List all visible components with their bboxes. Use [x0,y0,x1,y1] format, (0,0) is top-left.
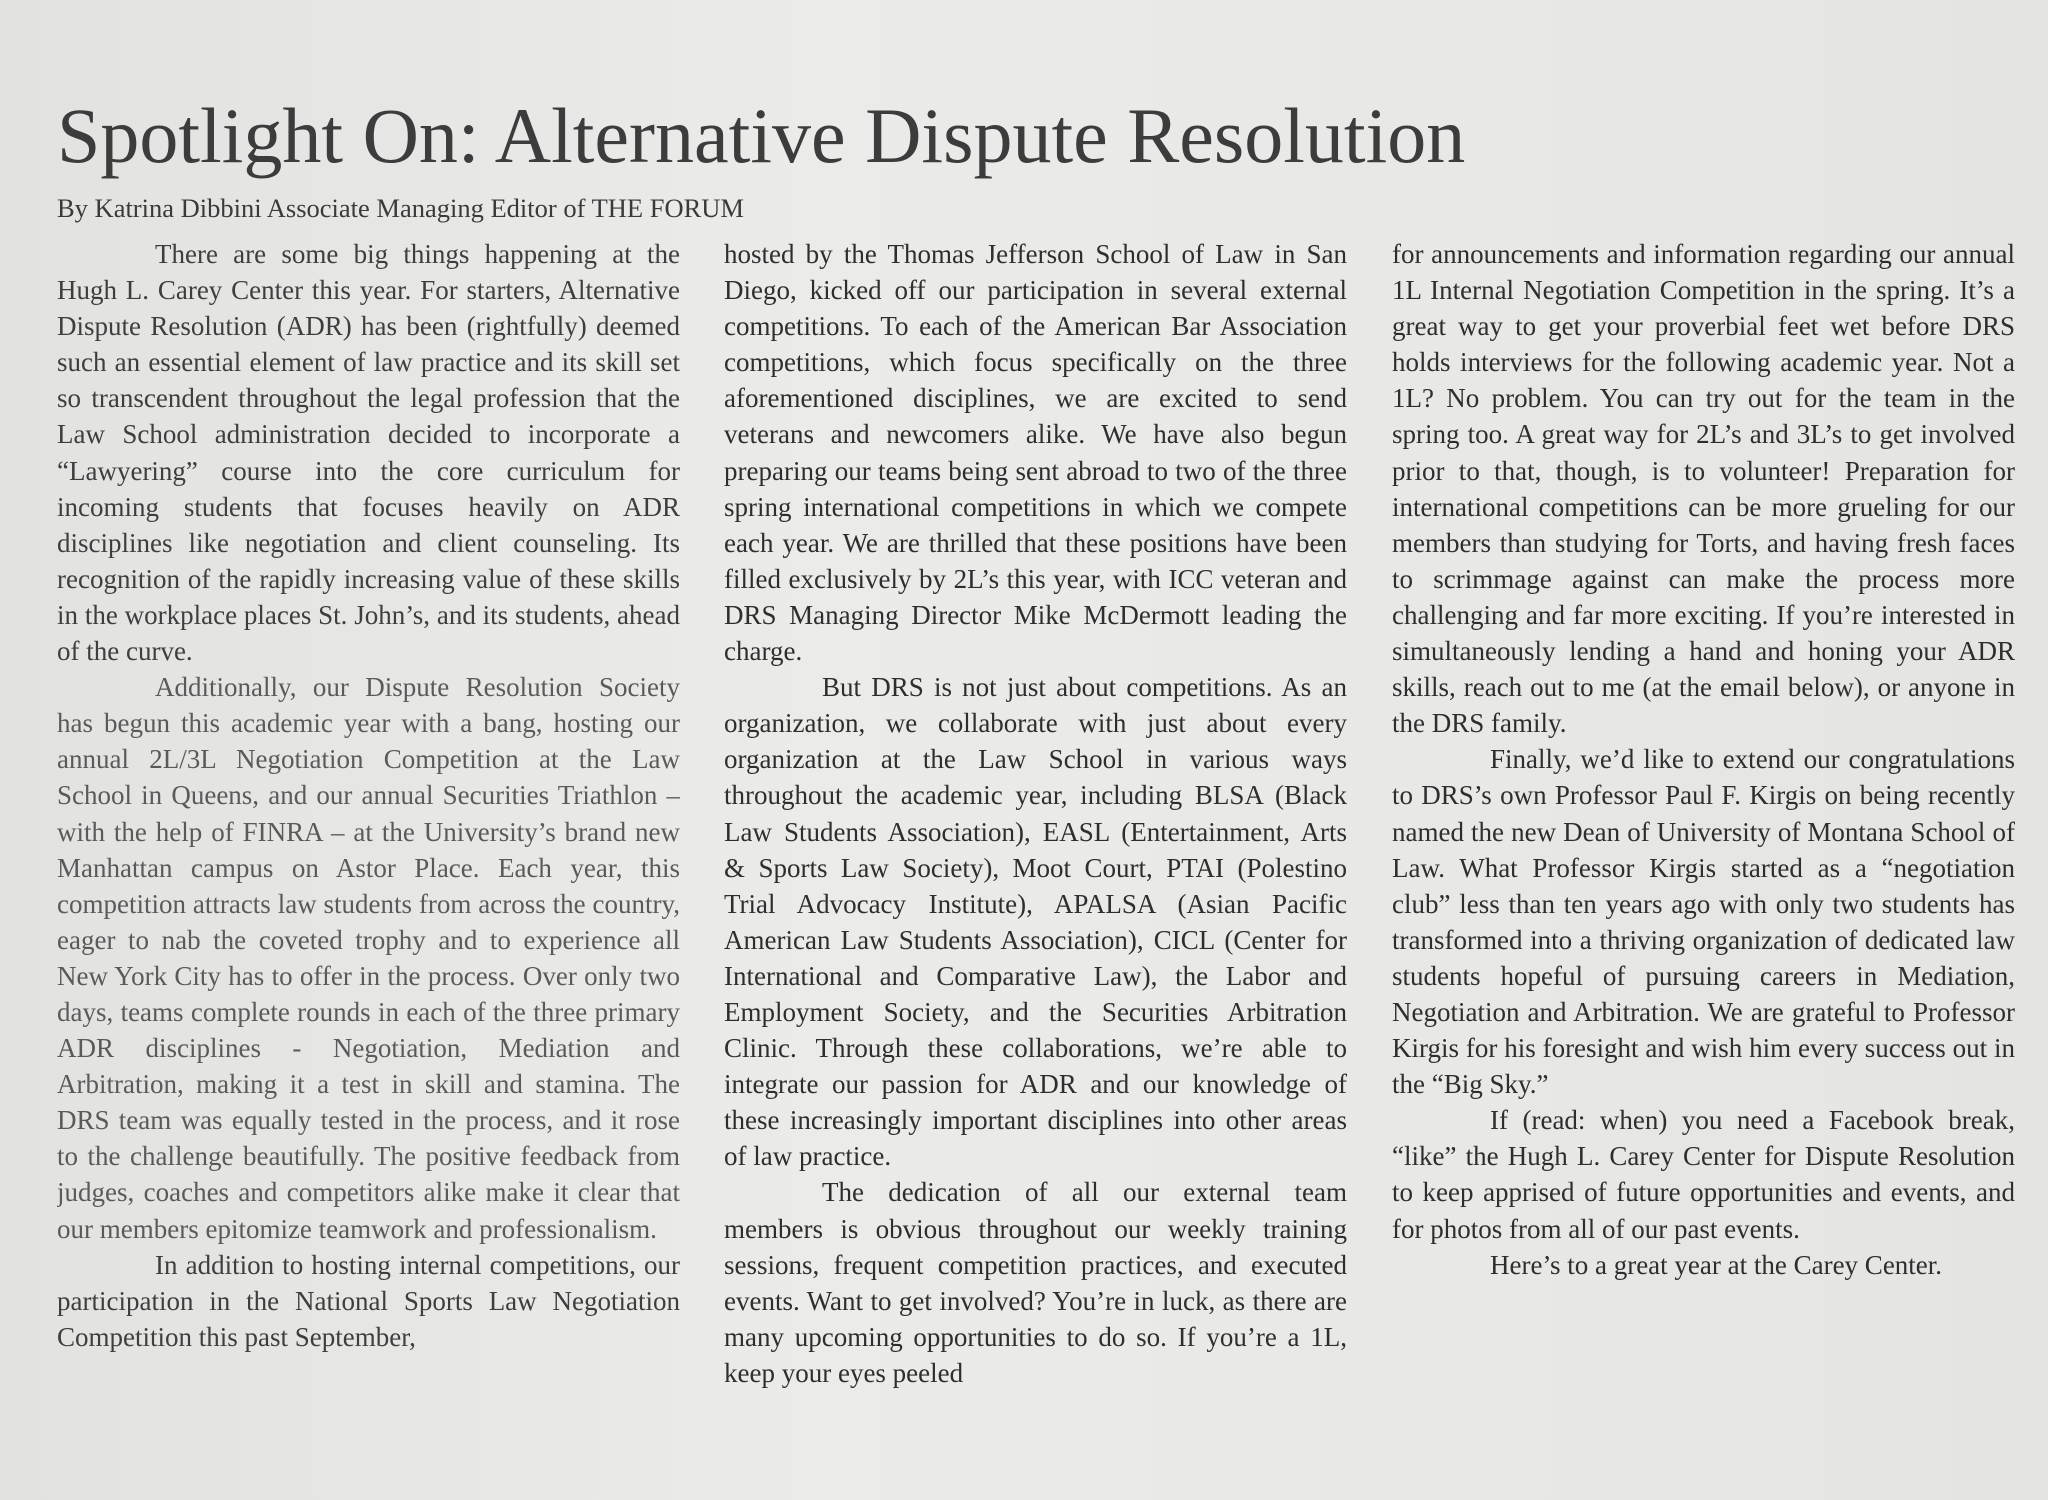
article-paragraph: Additionally, our Dispute Resolution Society has begun this academic year with a bang, hosting our annual 2L/3L Negotiation Competition at the Law School in Queens, and our annual Securities Triathlon – with the help of FINRA – at the University’s brand new Manhattan campus on Astor Place. Each year, this competition attracts law students from across the country, eager to nab the coveted trophy and to experience all New York City has to offer in the process. Over only two days, teams complete rounds in each of the three primary ADR disciplines - Negotiation, Mediation and Arbitration, making it a test in skill and stamina. The DRS team was equally tested in the process, and it rose to the challenge beautifully. The positive feedback from judges, coaches and competitors alike make it clear that our members epitomize teamwork and professionalism. [57,672,680,1244]
article-column-3 [1392,236,2015,1476]
article-paragraph: The dedication of all our external team members is obvious throughout our weekly training sessions, frequent competition practices, and executed events. Want to get involved? You’re in luck, as there are many upcoming opportunities to do so. If you’re a 1L, keep your eyes peeled [724,1177,1347,1388]
article-paragraph: But DRS is not just about competitions. As an organization, we collaborate with just about every organization at the Law School in various ways throughout the academic year, including BLSA (Black Law Students Association), EASL (Entertainment, Arts & Sports Law Society), Moot Court, PTAI (Polestino Trial Advocacy Institute), APALSA (Asian Pacific American Law Students Association), CICL (Center for International and Comparative Law), the Labor and Employment Society, and the Securities Arbitration Clinic. Through these collaborations, we’re able to integrate our passion for ADR and our knowledge of these increasingly important disciplines into other areas of law practice. [724,672,1347,1172]
article-paragraph: There are some big things happening at the Hugh L. Carey Center this year. For starters, Alternative Dispute Resolution (ADR) has been (rightfully) deemed such an essential element of law practice and its skill set so transcendent throughout the legal profession that the Law School administration decided to incorporate a “Lawyering” course into the core curriculum for incoming students that focuses heavily on ADR disciplines like negotiation and client counseling. Its recognition of the rapidly increasing value of these skills in the workplace places St. John’s, and its students, ahead of the curve. [57,239,680,667]
article-column-1 [57,236,680,1476]
article-paragraph: Finally, we’d like to extend our congratulations to DRS’s own Professor Paul F. Kirgis on being recently named the new Dean of University of Montana School of Law. What Professor Kirgis started as a “negotiation club” less than ten years ago with only two students has transformed into a thriving organization of dedicated law students hopeful of pursuing careers in Mediation, Negotiation and Arbitration. We are grateful to Professor Kirgis for his foresight and wish him every success out in the “Big Sky.” [1392,744,2015,1100]
article-column-2 [724,236,1347,1476]
article-byline: By Katrina Dibbini Associate Managing Editor of THE FORUM [57,193,744,223]
article-paragraph: If (read: when) you need a Facebook break, “like” the Hugh L. Carey Center for Dispute Resolution to keep apprised of future opportunities and events, and for photos from all of our past events. [1392,1105,2015,1244]
article-paragraph: In addition to hosting internal competitions, our participation in the National Sports Law Negotiation Competition this past September, [57,1249,680,1352]
article-paragraph: for announcements and information regarding our annual 1L Internal Negotiation Competition in the spring. It’s a great way to get your proverbial feet wet before DRS holds interviews for the following academic year. Not a 1L? No problem. You can try out for the team in the spring too. A great way for 2L’s and 3L’s to get involved prior to that, though, is to volunteer! Preparation for international competitions can be more grueling for our members than studying for Torts, and having fresh faces to scrimmage against can make the process more challenging and far more exciting. If you’re interested in simultaneously lending a hand and honing your ADR skills, reach out to me (at the email below), or anyone in the DRS family. [1392,239,2015,739]
article-headline: Spotlight On: Alternative Dispute Resolution [57,92,1466,179]
article-paragraph: Here’s to a great year at the Carey Center. [1490,1249,1943,1280]
article-paragraph: hosted by the Thomas Jefferson School of Law in San Diego, kicked off our participation in several external competitions. To each of the American Bar Association competitions, which focus specifically on the three aforementioned disciplines, we are excited to send veterans and newcomers alike. We have also begun preparing our teams being sent abroad to two of the three spring international competitions in which we compete each year. We are thrilled that these positions have been filled exclusively by 2L’s this year, with ICC veteran and DRS Managing Director Mike McDermott leading the charge. [724,239,1347,667]
